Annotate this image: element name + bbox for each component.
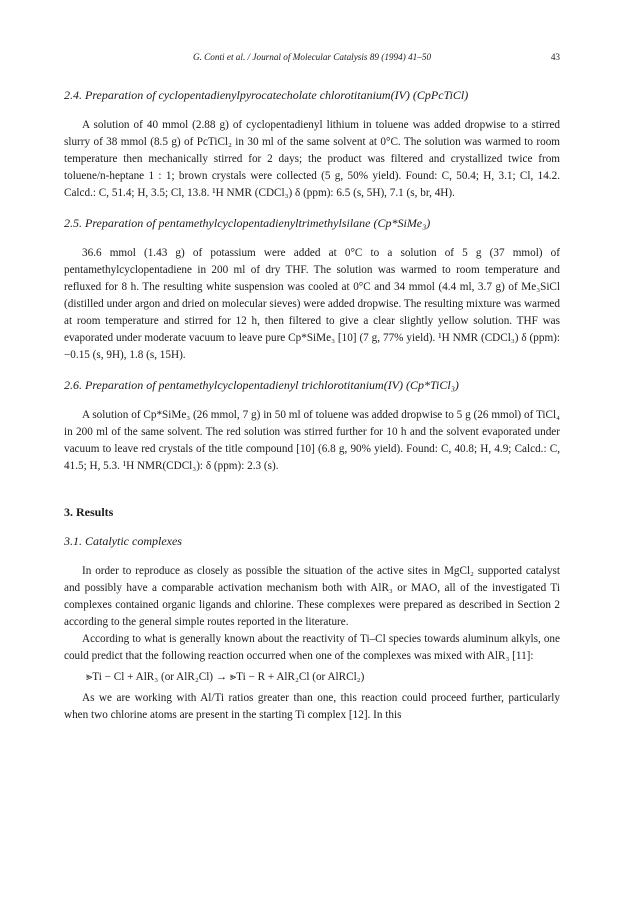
results-heading: 3. Results bbox=[64, 505, 114, 519]
section-body-2-5: 36.6 mmol (1.43 g) of potassium were added at 0°C to a solution of 5 g (37 mmol) of pentamethylcyclopentadiene in 200 ml of dry THF. The solution was warmed to room temperature and refluxed for 8 h. The resulting white suspension was cooled at 0°C and 34 mmol (4.4 ml, 3.7 g) of Me₃SiCl (distilled under argon and dried on molecular sieves) were added dropwise. The resulting mixture was warmed at room temperature and stirred for 12 h, then filtered to give a clear slightly yellow solution. THF was evaporated under moderate vacuum to leave pure Cp*SiMe₃ [10] (7 g, 77% yield). ¹H NMR (CDCl₃) δ (ppm): −0.15 (s, 9H), 1.8 (s, 15H). bbox=[64, 247, 560, 361]
results-paragraph-1: In order to reproduce as closely as possible the situation of the active sites in MgCl₂ supported catalyst and possibly have a comparable activation mechanism both with AlR₃ or MAO, all of the investigated Ti complexes contained organic ligands and chlorine. These complexes were prepared as described in Section 2 according to the general simple routes reported in the literature. bbox=[64, 565, 560, 628]
results-subheading: 3.1. Catalytic complexes bbox=[64, 534, 182, 548]
running-header bbox=[64, 52, 560, 68]
section-heading-2-5: 2.5. Preparation of pentamethylcyclopentadienyltrimethylsilane (Cp*SiMe₃) bbox=[64, 216, 431, 230]
results-paragraph-3: As we are working with Al/Ti ratios greater than one, this reaction could proceed further, particularly when two chlorine atoms are present in the starting Ti complex [12]. In this bbox=[64, 692, 560, 721]
journal-page bbox=[64, 52, 560, 724]
section-heading-2-6: 2.6. Preparation of pentamethylcyclopentadienyl trichlorotitanium(IV) (Cp*TiCl₃) bbox=[64, 378, 459, 392]
page-number: 43 bbox=[550, 52, 560, 62]
running-title: G. Conti et al. / Journal of Molecular Catalysis 89 (1994) 41–50 bbox=[192, 52, 432, 62]
section-body-2-4: A solution of 40 mmol (2.88 g) of cyclopentadienyl lithium in toluene was added dropwise to a stirred slurry of 38 mmol (8.5 g) of PcTiCl₂ in 30 ml of the same solvent at 0°C. The solution was warmed to room temperature then mechanically stirred for 2 days; the product was filtered and crystallized twice from toluene/n-heptane 1 : 1; brown crystals were collected (5 g, 50% yield). Found: C, 50.4; H, 3.1; Cl, 14.2. Calcd.: C, 51.4; H, 3.5; Cl, 13.8. ¹H NMR (CDCl₃) δ (ppm): 6.5 (s, 5H), 7.1 (s, br, 4H). bbox=[64, 119, 560, 199]
section-heading-2-4: 2.4. Preparation of cyclopentadienylpyrocatecholate chlorotitanium(IV) (CpPcTiCl) bbox=[64, 88, 469, 102]
section-body-2-6: A solution of Cp*SiMe₃ (26 mmol, 7 g) in 50 ml of toluene was added dropwise to 5 g (26 mmol) of TiCl₄ in 200 ml of the same solvent. The red solution was stirred further for 10 h and the solvent evaporated under vacuum to leave red crystals of the title compound [10] (6.8 g, 90% yield). Found: C, 40.8; H, 4.9; Calcd.: C, 41.5; H, 5.3. ¹H NMR(CDCl₃): δ (ppm): 2.3 (s). bbox=[64, 409, 560, 472]
reaction-equation: ⪢Ti − Cl + AlR₃ (or AlR₂Cl) → ⪢Ti − R + AlR₂Cl (or AlRCl₂) bbox=[86, 671, 365, 683]
results-paragraph-2: According to what is generally known about the reactivity of Ti–Cl species towards aluminum alkyls, one could predict that the following reaction occurred when one of the complexes was mixed with AlR₃ [11]: bbox=[64, 633, 560, 662]
